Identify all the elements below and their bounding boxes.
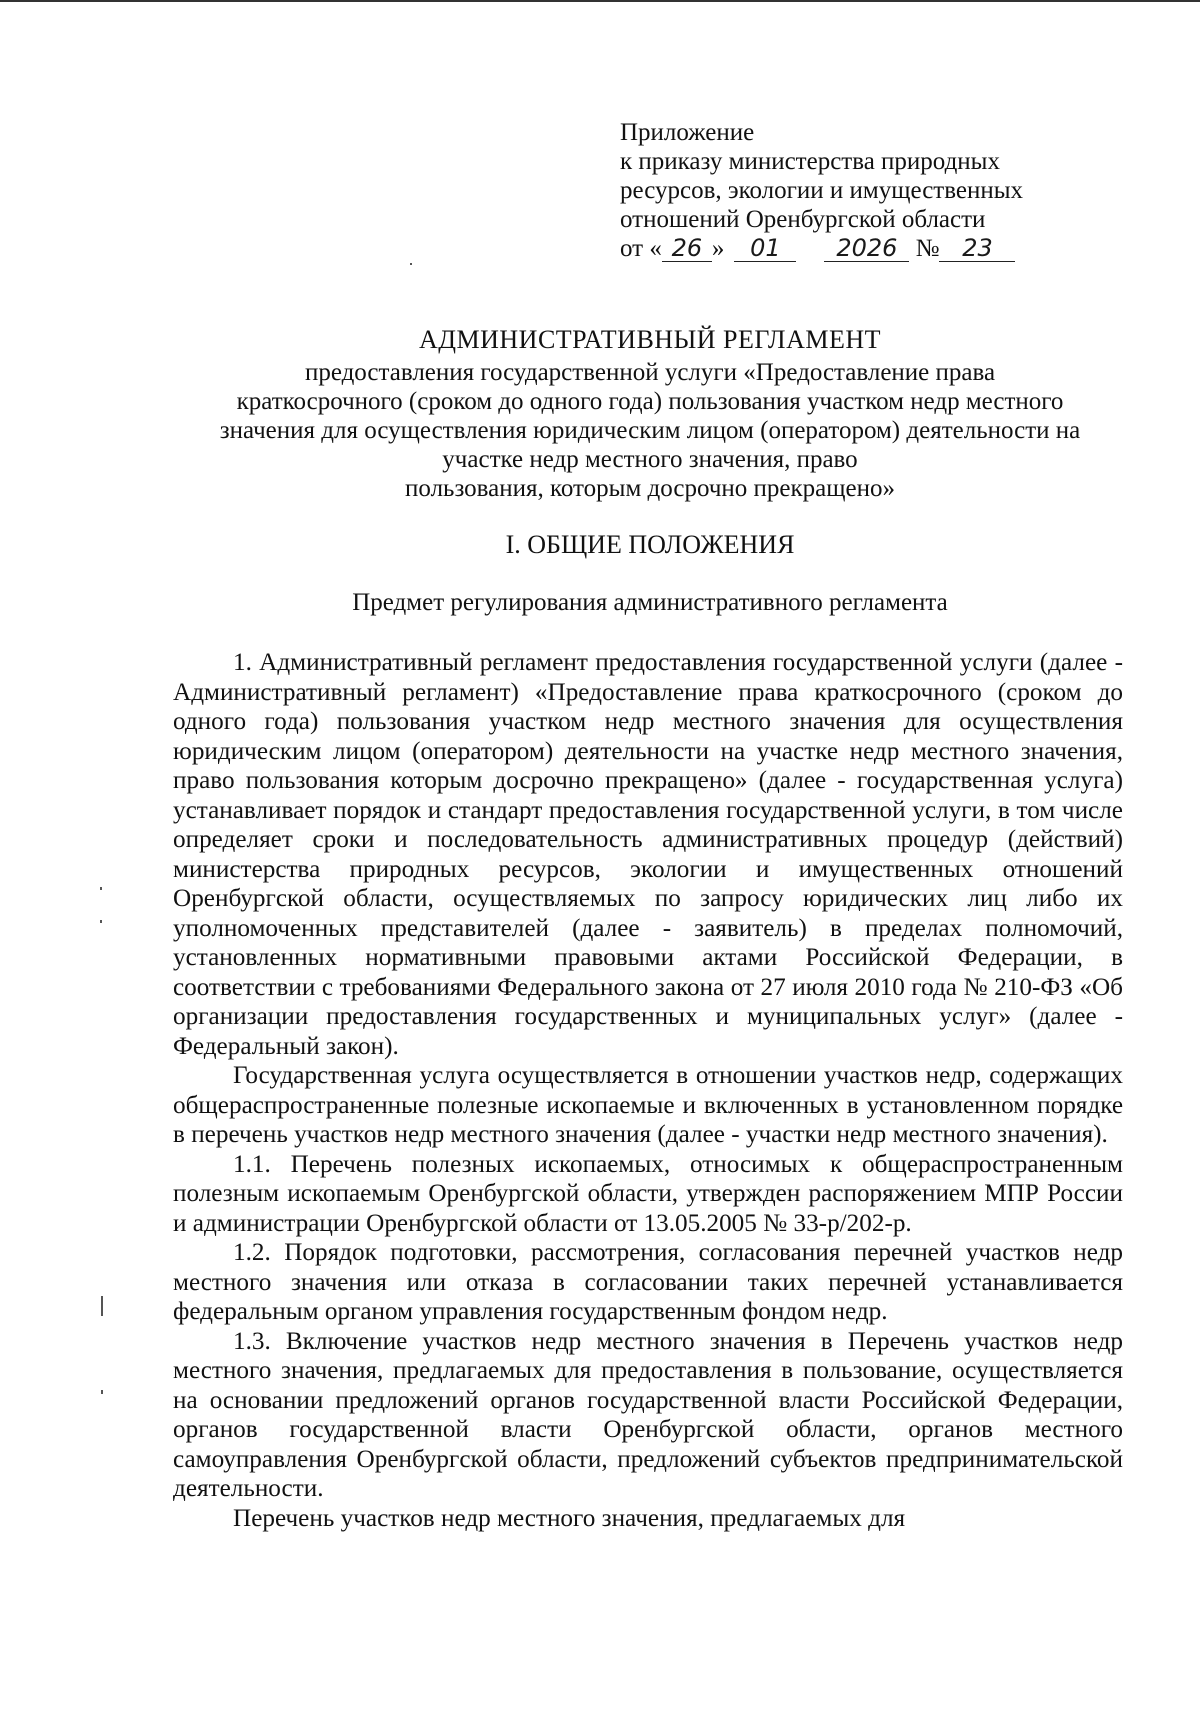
title-line-4: участке недр местного значения, право (442, 446, 858, 473)
date-prefix: от « (620, 235, 662, 262)
appendix-block (620, 118, 1023, 263)
body-text (173, 648, 1123, 1533)
handwritten-month: 01 (734, 235, 796, 262)
subsection-title: Предмет регулирования административного регламента (352, 589, 948, 616)
scan-speck (410, 263, 412, 265)
date-quote-close: » (711, 235, 725, 262)
scan-top-border (0, 0, 1200, 2)
appendix-line-3: ресурсов, экологии и имущественных (620, 177, 1024, 204)
number-label: № (915, 235, 940, 262)
scan-speck (101, 1390, 103, 1394)
title-line-3: значения для осуществления юридическим лицом (оператором) деятельности на (219, 417, 1081, 444)
regulation-title (150, 325, 1150, 503)
title-line-2: краткосрочного (сроком до одного года) пользования участком недр местного (236, 388, 1064, 415)
title-line-5: пользования, которым досрочно прекращено» (405, 475, 895, 502)
handwritten-day: 26 (662, 235, 712, 262)
scan-speck (100, 887, 102, 890)
appendix-line-1: Приложение (620, 119, 755, 146)
title-line-1: предоставления государственной услуги «Предоставление права (304, 359, 996, 386)
paragraph-2: Государственная услуга осуществляется в отношении участков недр, содержащих общераспространенные полезные ископаемые и включенных в установленном порядке в перечень участков недр местного значения (далее - участки недр местного значения). (173, 1062, 1123, 1148)
paragraph-5: 1.3. Включение участков недр местного значения в Перечень участков недр местного значения, предлагаемых для предоставления в пользование, осуществляется на основании предложений органов государственной власти Российской Федерации, органов государственной власти Оренбургской области, органов местного самоуправления Оренбургской области, предложений субъектов предпринимательской деятельности. (173, 1327, 1123, 1502)
paragraph-3: 1.1. Перечень полезных ископаемых, относимых к общераспространенным полезным ископаемым Оренбургской области, утвержден распоряжением МПР России и администрации Оренбургской области от 13.05.2005 № 33-р/202-р. (173, 1150, 1123, 1237)
handwritten-year: 2026 (824, 235, 909, 262)
scan-speck (101, 1296, 103, 1316)
scan-speck (100, 920, 102, 923)
paragraph-1: 1. Административный регламент предоставления государственной услуги (далее - Административный регламент) «Предоставление права краткосрочного (сроком до одного года) пользования участком недр местного значения для осуществления юридическим лицом (оператором) деятельности на участке недр местного значения, право пользования которым досрочно прекращено» (далее - государственная услуга) устанавливает порядок и стандарт предоставления государственной услуги, в том числе определяет сроки и последовательность административных процедур (действий) министерства природных ресурсов, экологии и имущественных отношений Оренбургской области, осуществляемых по запросу юридических лиц либо их уполномоченных представителей (далее - заявитель) в пределах полномочий, установленных нормативными правовыми актами Российской Федерации, в соответствии с требованиями Федерального закона от 27 июля 2010 года № 210-ФЗ «Об организации предоставления государственных и муниципальных услуг» (далее - Федеральный закон). (173, 649, 1123, 1060)
section-title: I. ОБЩИЕ ПОЛОЖЕНИЯ (505, 530, 795, 559)
paragraph-6: Перечень участков недр местного значения, предлагаемых для (233, 1504, 906, 1532)
title-main: АДМИНИСТРАТИВНЫЙ РЕГЛАМЕНТ (418, 325, 882, 354)
appendix-date-line (620, 234, 1023, 263)
appendix-line-4: отношений Оренбургской области (620, 206, 986, 233)
handwritten-number: 23 (939, 235, 1015, 262)
paragraph-4: 1.2. Порядок подготовки, рассмотрения, согласования перечней участков недр местного значения или отказа в согласовании таких перечней устанавливается федеральным органом управления государственным фондом недр. (173, 1239, 1123, 1325)
appendix-line-2: к приказу министерства природных (620, 148, 1000, 175)
